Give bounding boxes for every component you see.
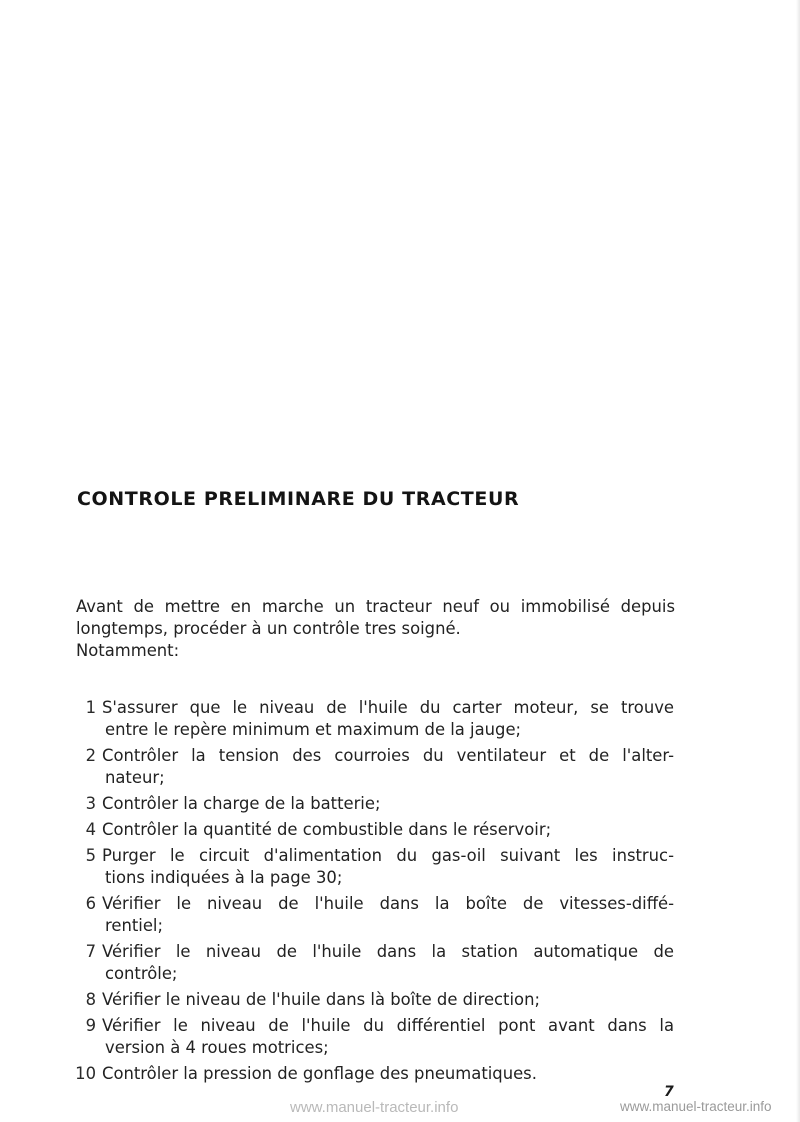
- list-item-number: 4: [85, 820, 96, 839]
- intro-line: Notamment:: [76, 641, 180, 660]
- checklist: [70, 697, 680, 1089]
- list-item: [70, 697, 680, 741]
- list-item: [70, 1063, 680, 1085]
- list-item-text: rentiel;: [105, 916, 163, 935]
- list-item-text: nateur;: [105, 768, 165, 787]
- list-item: [70, 989, 680, 1011]
- page-number: 7: [664, 1084, 674, 1100]
- list-item-text: Contrôler la charge de la batterie;: [102, 794, 381, 813]
- list-item-text: version à 4 roues motrices;: [105, 1038, 329, 1057]
- list-item-text: Purger le circuit d'alimentation du gas-oil suivant les instruc-: [102, 846, 674, 865]
- list-item-text: Vérifier le niveau de l'huile dans la boîte de vitesses-diffé-: [102, 894, 674, 913]
- list-item-text: Contrôler la pression de gonflage des pneumatiques.: [102, 1064, 537, 1083]
- list-item-number: 3: [85, 794, 96, 813]
- list-item: [70, 941, 680, 985]
- list-item-text: S'assurer que le niveau de l'huile du carter moteur, se trouve: [102, 698, 674, 717]
- list-item-number: 10: [75, 1064, 96, 1083]
- list-item-text: contrôle;: [105, 964, 178, 983]
- list-item: [70, 793, 680, 815]
- list-item-text: tions indiquées à la page 30;: [105, 868, 343, 887]
- intro-paragraph: [76, 596, 676, 662]
- intro-line: Avant de mettre en marche un tracteur neuf ou immobilisé depuis: [76, 597, 675, 616]
- list-item-text: Vérifier le niveau de l'huile du différentiel pont avant dans la: [102, 1016, 674, 1035]
- list-item-text: Vérifier le niveau de l'huile dans la station automatique de: [102, 942, 674, 961]
- list-item-number: 6: [85, 894, 96, 913]
- list-item-number: 2: [85, 746, 96, 765]
- list-item-number: 9: [85, 1016, 96, 1035]
- list-item: [70, 893, 680, 937]
- document-title: CONTROLE PRELIMINARE DU TRACTEUR: [77, 488, 520, 510]
- list-item-number: 1: [85, 698, 96, 717]
- list-item-number: 8: [85, 990, 96, 1009]
- list-item-text: Contrôler la tension des courroies du ventilateur et de l'alter-: [102, 746, 674, 765]
- list-item-text: entre le repère minimum et maximum de la jauge;: [105, 720, 522, 739]
- intro-line: longtemps, procéder à un contrôle tres soigné.: [76, 619, 461, 638]
- page-edge-shadow: [796, 0, 800, 1122]
- watermark-center: www.manuel-tracteur.info: [290, 1099, 459, 1116]
- list-item: [70, 819, 680, 841]
- list-item-number: 7: [85, 942, 96, 961]
- list-item-text: Vérifier le niveau de l'huile dans là boîte de direction;: [102, 990, 540, 1009]
- watermark-right: www.manuel-tracteur.info: [620, 1099, 772, 1114]
- list-item: [70, 745, 680, 789]
- list-item-number: 5: [85, 846, 96, 865]
- list-item: [70, 845, 680, 889]
- list-item-text: Contrôler la quantité de combustible dans le réservoir;: [102, 820, 552, 839]
- list-item: [70, 1015, 680, 1059]
